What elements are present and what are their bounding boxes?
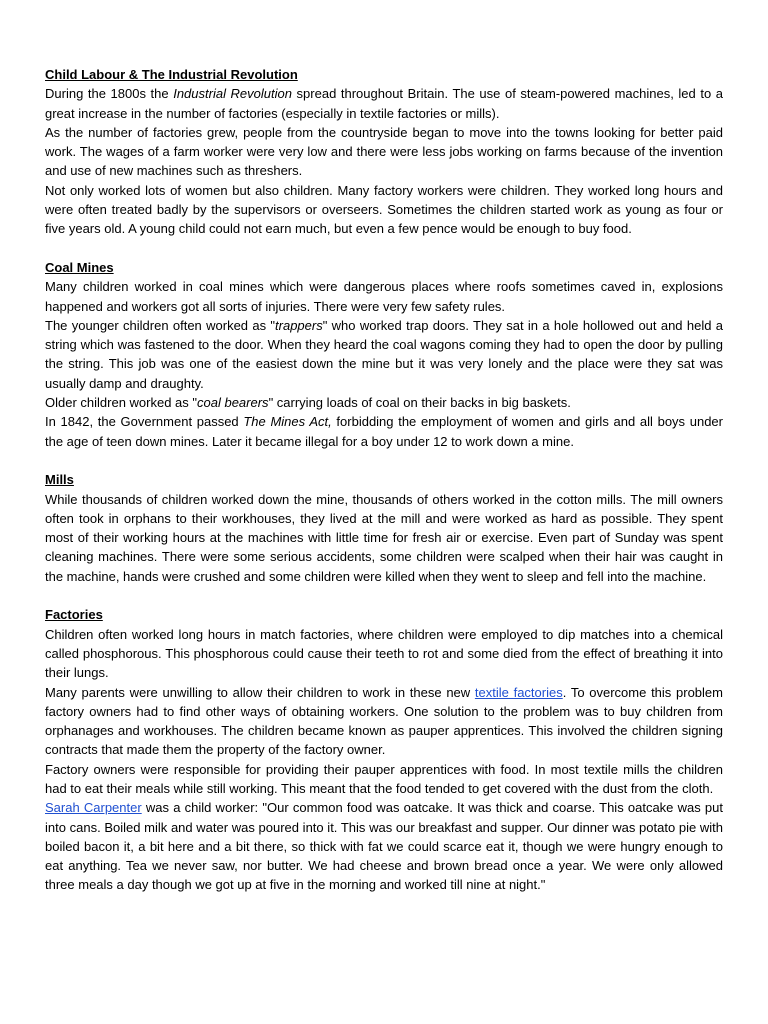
document-page bbox=[45, 65, 723, 895]
coal-p3-emphasis: coal bearers bbox=[197, 395, 269, 411]
coal-p3-text-b: " carrying loads of coal on their backs in big baskets. bbox=[268, 395, 571, 411]
section-gap bbox=[45, 239, 723, 258]
heading-factories: Factories bbox=[45, 607, 103, 623]
factories-p2-text-b: . To overcome this problem factory owners had to find other ways of obtaining workers. One solution to the problem was to buy children from orphanages and workhouses. The children became known as pauper apprentices. This involved the children signing contracts that made them the property of the factory owner. bbox=[45, 684, 723, 758]
section-gap bbox=[45, 586, 723, 605]
coal-paragraph-2 bbox=[45, 316, 723, 393]
heading-child-labour: Child Labour & The Industrial Revolution bbox=[45, 67, 298, 82]
coal-p4-emphasis: The Mines Act, bbox=[243, 414, 332, 430]
mills-paragraph-1: While thousands of children worked down the mine, thousands of others worked in the cotton mills. The mill owners often took in orphans to their workhouses, they lived at the mill and were worked as hard as possible. They spent most of their working hours at the machines with little time for fresh air or exercise. Even part of Sunday was spent cleaning machines. There were some serious accidents, some children were scalped when their hair was caught in the machine, hands were crushed and some children were killed when they went to sleep and fell into the machine. bbox=[45, 491, 723, 584]
coal-p3-text-a: Older children worked as " bbox=[45, 395, 198, 411]
sarah-carpenter-link[interactable]: Sarah Carpenter bbox=[45, 800, 142, 816]
intro-p1-text-b: spread throughout Britain. The use of steam-powered machines, led to a great increase in the number of factories (especially in textile factories or mills). bbox=[45, 86, 723, 121]
coal-paragraph-4 bbox=[45, 412, 723, 451]
intro-p1-emphasis: Industrial Revolution bbox=[173, 86, 292, 102]
coal-p2-text-b: " who worked trap doors. They sat in a hole hollowed out and held a string which was fastened to the door. When they heard the coal wagons coming they had to open the door by pulling the string. This job was one of the easiest down the mine but it was very lonely and the place were they sat was usually damp and draughty. bbox=[45, 317, 723, 391]
coal-p2-emphasis: trappers bbox=[275, 317, 323, 333]
intro-paragraph-3: Not only worked lots of women but also children. Many factory workers were children. They worked long hours and were often treated badly by the supervisors or overseers. Sometimes the children started work as young as four or five years old. A young child could not earn much, but even a few pence would be enough to buy food. bbox=[45, 182, 723, 237]
coal-p4-text-a: In 1842, the Government passed bbox=[45, 414, 244, 430]
factories-paragraph-3: Factory owners were responsible for providing their pauper apprentices with food. In most textile mills the children had to eat their meals while still working. This meant that the food tended to get covered with the dust from the cloth. bbox=[45, 761, 723, 796]
factories-p2-text-a: Many parents were unwilling to allow their children to work in these new bbox=[45, 684, 475, 700]
section-gap bbox=[45, 451, 723, 470]
factories-paragraph-2 bbox=[45, 683, 723, 760]
intro-paragraph-2: As the number of factories grew, people from the countryside began to move into the towns looking for better paid work. The wages of a farm worker were very low and there were less jobs working on farms because of the invention and use of new machines such as threshers. bbox=[45, 124, 723, 179]
textile-factories-link[interactable]: textile factories bbox=[474, 684, 563, 700]
coal-p2-text-a: The younger children often worked as " bbox=[45, 317, 276, 333]
intro-p1-text-a: During the 1800s the bbox=[45, 86, 174, 102]
heading-mills: Mills bbox=[45, 472, 74, 488]
factories-paragraph-4 bbox=[45, 798, 723, 894]
coal-paragraph-3 bbox=[45, 393, 723, 412]
factories-paragraph-1: Children often worked long hours in match factories, where children were employed to dip matches into a chemical called phosphorous. This phosphorous could cause their teeth to rot and some died from the effect of breathing it into their lungs. bbox=[45, 626, 723, 681]
coal-paragraph-1: Many children worked in coal mines which were dangerous places where roofs sometimes caved in, explosions happened and workers got all sorts of injuries. There were very few safety rules. bbox=[45, 279, 723, 314]
coal-p4-text-b: forbidding the employment of women and girls and all boys under the age of teen down mines. Later it became illegal for a boy under 12 to work down a mine. bbox=[45, 414, 723, 449]
heading-coal-mines: Coal Mines bbox=[45, 259, 114, 275]
intro-paragraph-1 bbox=[45, 84, 723, 123]
factories-p4-text-b: was a child worker: "Our common food was oatcake. It was thick and coarse. This oatcake was put into cans. Boiled milk and water was poured into it. This was our breakfast and supper. Our dinner was potato pie with boiled bacon it, a bit here and a bit there, so thick with fat we could scarce eat it, though we were hungry enough to eat anything. Tea we never saw, nor butter. We had cheese and brown bread once a year. We were only allowed three meals a day though we got up at five in the morning and worked till nine at night." bbox=[45, 800, 723, 893]
